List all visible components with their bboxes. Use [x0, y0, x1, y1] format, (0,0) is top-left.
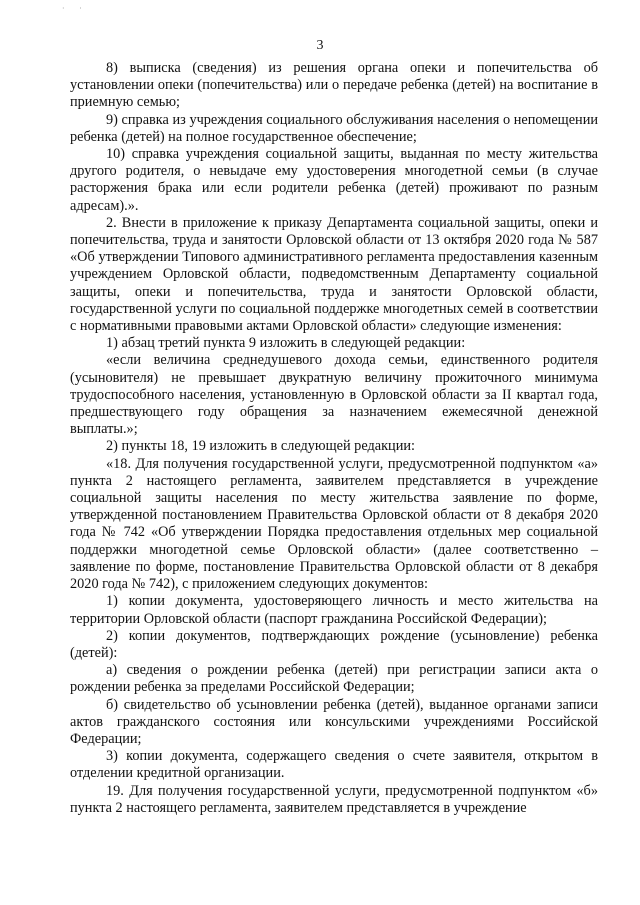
paragraph-clause-19: 19. Для получения государственной услуги, предусмотренной подпунктом «б» пункта 2 настоящего регламента, заявителем представляется в учреждение [70, 782, 598, 816]
paragraph-subitem-2: 2) пункты 18, 19 изложить в следующей редакции: [106, 438, 415, 455]
document-body [70, 60, 598, 817]
paragraph-item-9: 9) справка из учреждения социального обслуживания населения о непомещении ребенка (детей) на полное государственное обеспечение; [70, 111, 598, 145]
paragraph-doc-2b: б) свидетельство об усыновлении ребенка (детей), выданное органами записи актов гражданского состояния или консульскими учреждениями Российской Федерации; [70, 696, 598, 747]
paragraph-item-10: 10) справка учреждения социальной защиты, выданная по месту жительства другого родителя, о невыдаче ему удостоверения многодетной семьи (в случае расторжения брака или если родители ребенка (детей) проживают по разным адресам).». [70, 146, 598, 214]
paragraph-doc-2a: а) сведения о рождении ребенка (детей) при регистрации записи акта о рождении ребенка за пределами Российской Федерации; [70, 662, 598, 696]
paragraph-doc-2: 2) копии документов, подтверждающих рождение (усыновление) ребенка (детей): [70, 627, 598, 661]
scan-artifact: · · [62, 4, 88, 13]
paragraph-quote-income: «если величина среднедушевого дохода семьи, единственного родителя (усыновителя) не превышает двукратную величину прожиточного минимума трудоспособного населения, установленную в Орловской области за II квартал года, предшествующего году обращения за назначением ежемесячной денежной выплаты.»; [70, 352, 598, 438]
paragraph-item-8: 8) выписка (сведения) из решения органа опеки и попечительства об установлении опеки (попечительства) или о передаче ребенка (детей) на воспитание в приемную семью; [70, 60, 598, 111]
page-number: 3 [316, 38, 324, 53]
paragraph-subitem-1: 1) абзац третий пункта 9 изложить в следующей редакции: [106, 335, 466, 352]
paragraph-section-2: 2. Внести в приложение к приказу Департамента социальной защиты, опеки и попечительства, труда и занятости Орловской области от 13 октября 2020 года № 587 «Об утверждении Типового административного регламента предоставления казенным учреждением Орловской области, подведомственным Департаменту социальной защиты, опеки и попечительства, труда и занятости Орловской области, государственной услуги по социальной поддержке многодетных семей в соответствии с нормативными правовыми актами Орловской области» следующие изменения: [70, 214, 598, 335]
paragraph-doc-1: 1) копии документа, удостоверяющего личность и место жительства на территории Орловской области (паспорт гражданина Российской Федерации); [70, 593, 598, 627]
paragraph-clause-18: «18. Для получения государственной услуги, предусмотренной подпунктом «а» пункта 2 настоящего регламента, заявителем представляется в учреждение социальной защиты населения по месту жительства заявление по форме, утвержденной постановлением Правительства Орловской области от 8 декабря 2020 года № 742 «Об утверждении Порядка предоставления отдельных мер социальной поддержки многодетной семье Орловской области» (далее соответственно – заявление по форме, постановление Правительства Орловской области от 8 декабря 2020 года № 742), с приложением следующих документов: [70, 455, 598, 593]
paragraph-doc-3: 3) копии документа, содержащего сведения о счете заявителя, открытом в отделении кредитной организации. [70, 748, 598, 782]
